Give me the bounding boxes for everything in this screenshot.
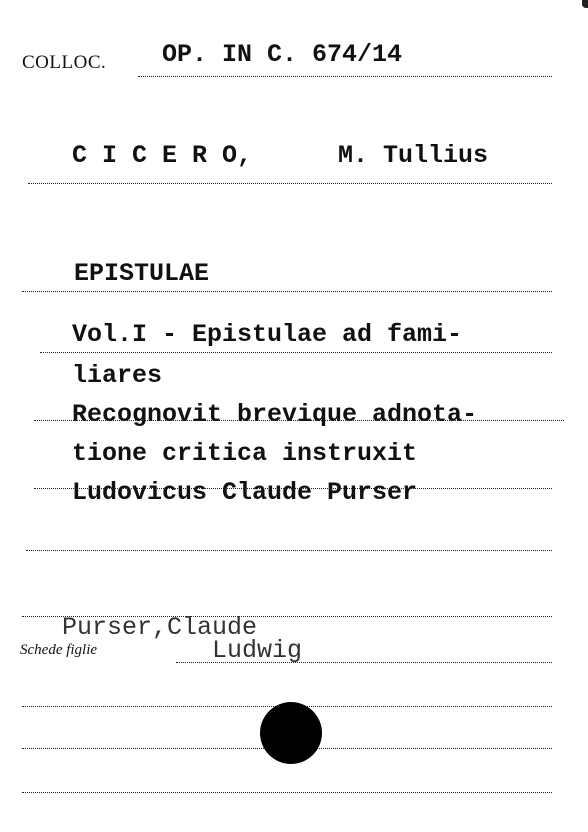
description-line: tione critica instruxit: [72, 439, 418, 468]
schede-rule: [176, 662, 552, 663]
schede-label: Schede figlie: [20, 642, 98, 658]
description-rule: [34, 488, 552, 489]
blank-rule: [26, 550, 552, 551]
description-rule: [34, 420, 564, 421]
punch-hole: [260, 702, 322, 764]
description-line: Recognovit brevique adnota-: [72, 400, 478, 429]
description-line: Ludovicus Claude Purser: [72, 478, 418, 507]
schede-entry-line2: Ludwig: [212, 636, 303, 665]
description-line: liares: [72, 361, 163, 390]
author-given-names: M. Tullius: [338, 141, 489, 170]
schede-entry-line1: Purser,Claude: [62, 613, 258, 642]
corner-mark: [582, 0, 588, 8]
title-rule: [22, 291, 552, 292]
shelfmark: OP. IN C. 674/14: [162, 40, 403, 69]
blank-rule: [22, 792, 552, 793]
description-rule: [40, 352, 552, 353]
title: EPISTULAE: [74, 259, 210, 288]
author-rule: [28, 183, 552, 184]
colloc-label: COLLOC.: [22, 52, 107, 73]
description-line: Vol.I - Epistulae ad fami-: [72, 320, 463, 349]
author-surname: C I C E R O,: [72, 141, 253, 170]
colloc-rule: [138, 76, 552, 77]
